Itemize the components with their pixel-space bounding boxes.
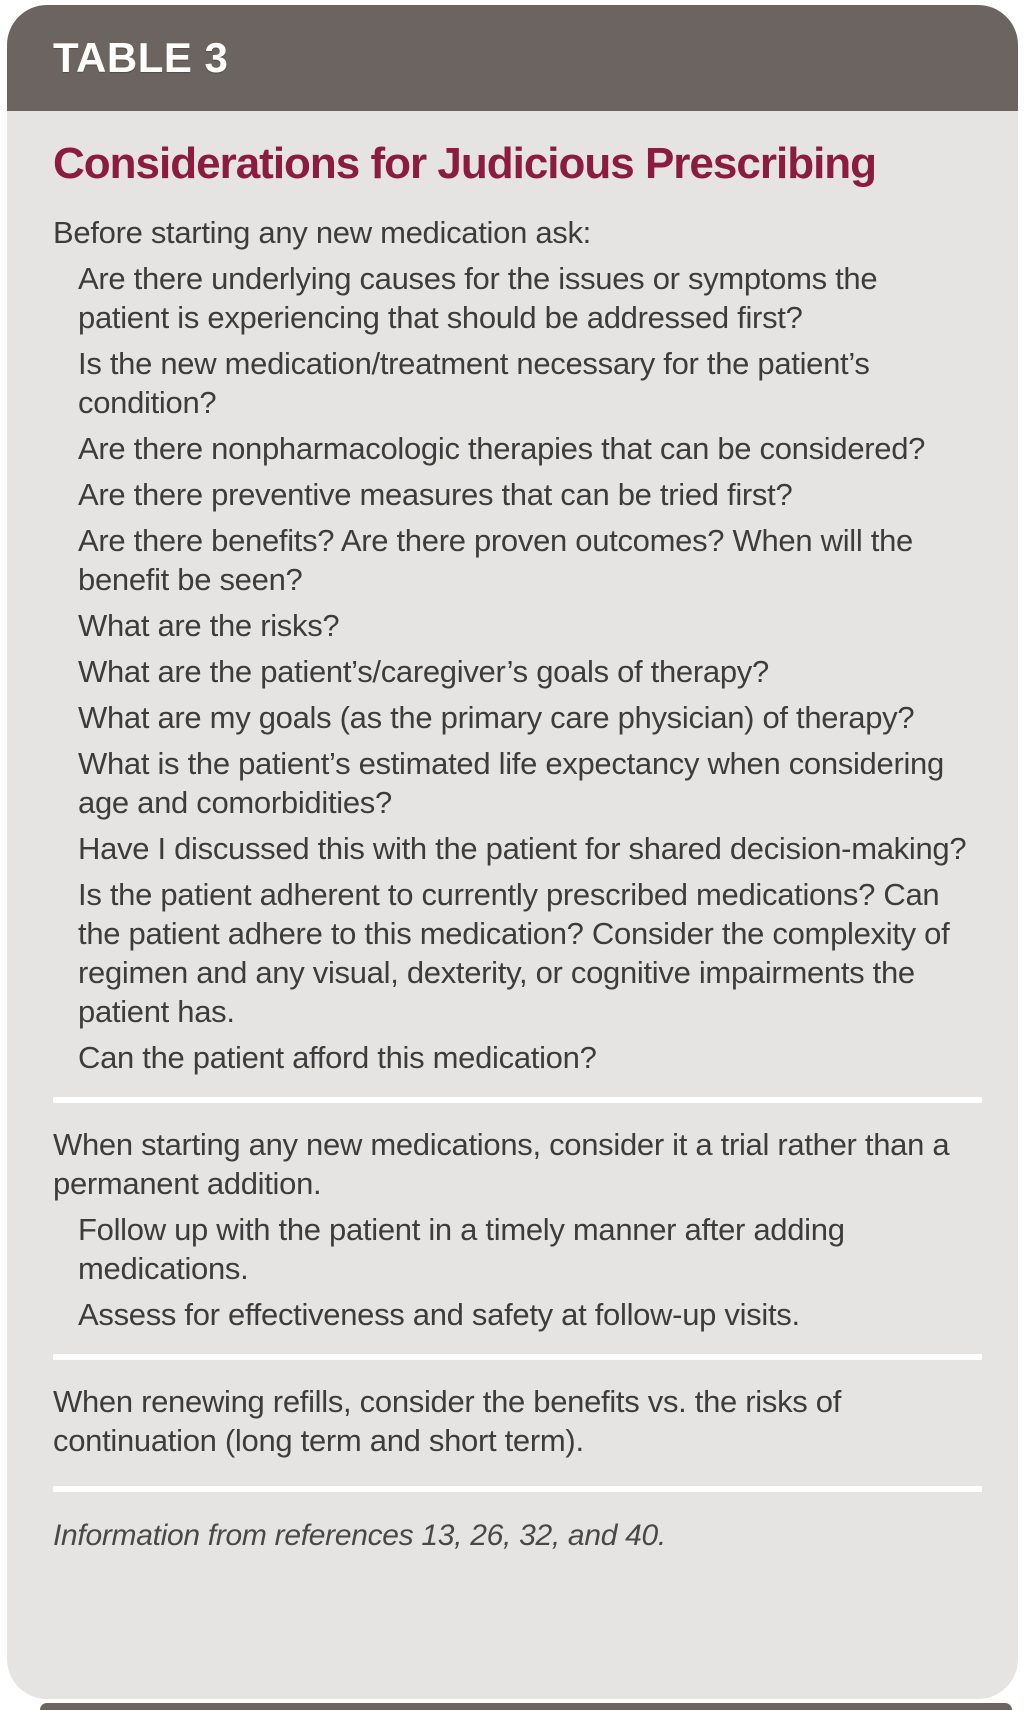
footnote: Information from references 13, 26, 32, and 40. <box>53 1519 666 1552</box>
list-item: Can the patient afford this medication? <box>78 1040 597 1075</box>
section-lead: When renewing refills, consider the benefits vs. the risks of continuation (long term and short term). <box>53 1384 842 1458</box>
list-item: Are there underlying causes for the issues or symptoms the patient is experiencing that should be addressed first? <box>78 261 878 335</box>
list-item: What is the patient’s estimated life expectancy when considering age and comorbidities? <box>78 746 944 820</box>
list-item: Are there preventive measures that can be tried first? <box>78 477 793 512</box>
section-divider <box>53 1097 982 1103</box>
list-item: Is the new medication/treatment necessary for the patient’s condition? <box>78 346 870 420</box>
list-item: Have I discussed this with the patient for shared decision-making? <box>78 831 967 866</box>
list-item: Are there nonpharmacologic therapies that can be considered? <box>78 431 926 466</box>
list-item: Is the patient adherent to currently prescribed medications? Can the patient adhere to this medication? Consider the complexity of regimen and any visual, dexterity, or cognitive impairments the patient has. <box>78 877 950 1029</box>
list-item: What are the patient’s/caregiver’s goals of therapy? <box>78 654 769 689</box>
list-item: Assess for effectiveness and safety at follow-up visits. <box>78 1297 800 1332</box>
list-item: Follow up with the patient in a timely manner after adding medications. <box>78 1212 845 1286</box>
table-label: TABLE 3 <box>53 34 229 81</box>
list-item: Are there benefits? Are there proven outcomes? When will the benefit be seen? <box>78 523 913 597</box>
next-table-edge <box>40 1703 1012 1710</box>
table-card <box>7 5 1018 1699</box>
table-body <box>7 111 1018 1555</box>
table-title: Considerations for Judicious Prescribing <box>53 139 877 188</box>
list-item: What are the risks? <box>78 608 340 643</box>
section-lead: Before starting any new medication ask: <box>53 215 591 250</box>
section-divider <box>53 1354 982 1360</box>
footnote-divider <box>53 1486 982 1492</box>
list-item: What are my goals (as the primary care physician) of therapy? <box>78 700 915 735</box>
table-header-band <box>7 5 1018 111</box>
section-lead: When starting any new medications, consider it a trial rather than a permanent addition. <box>53 1127 950 1201</box>
